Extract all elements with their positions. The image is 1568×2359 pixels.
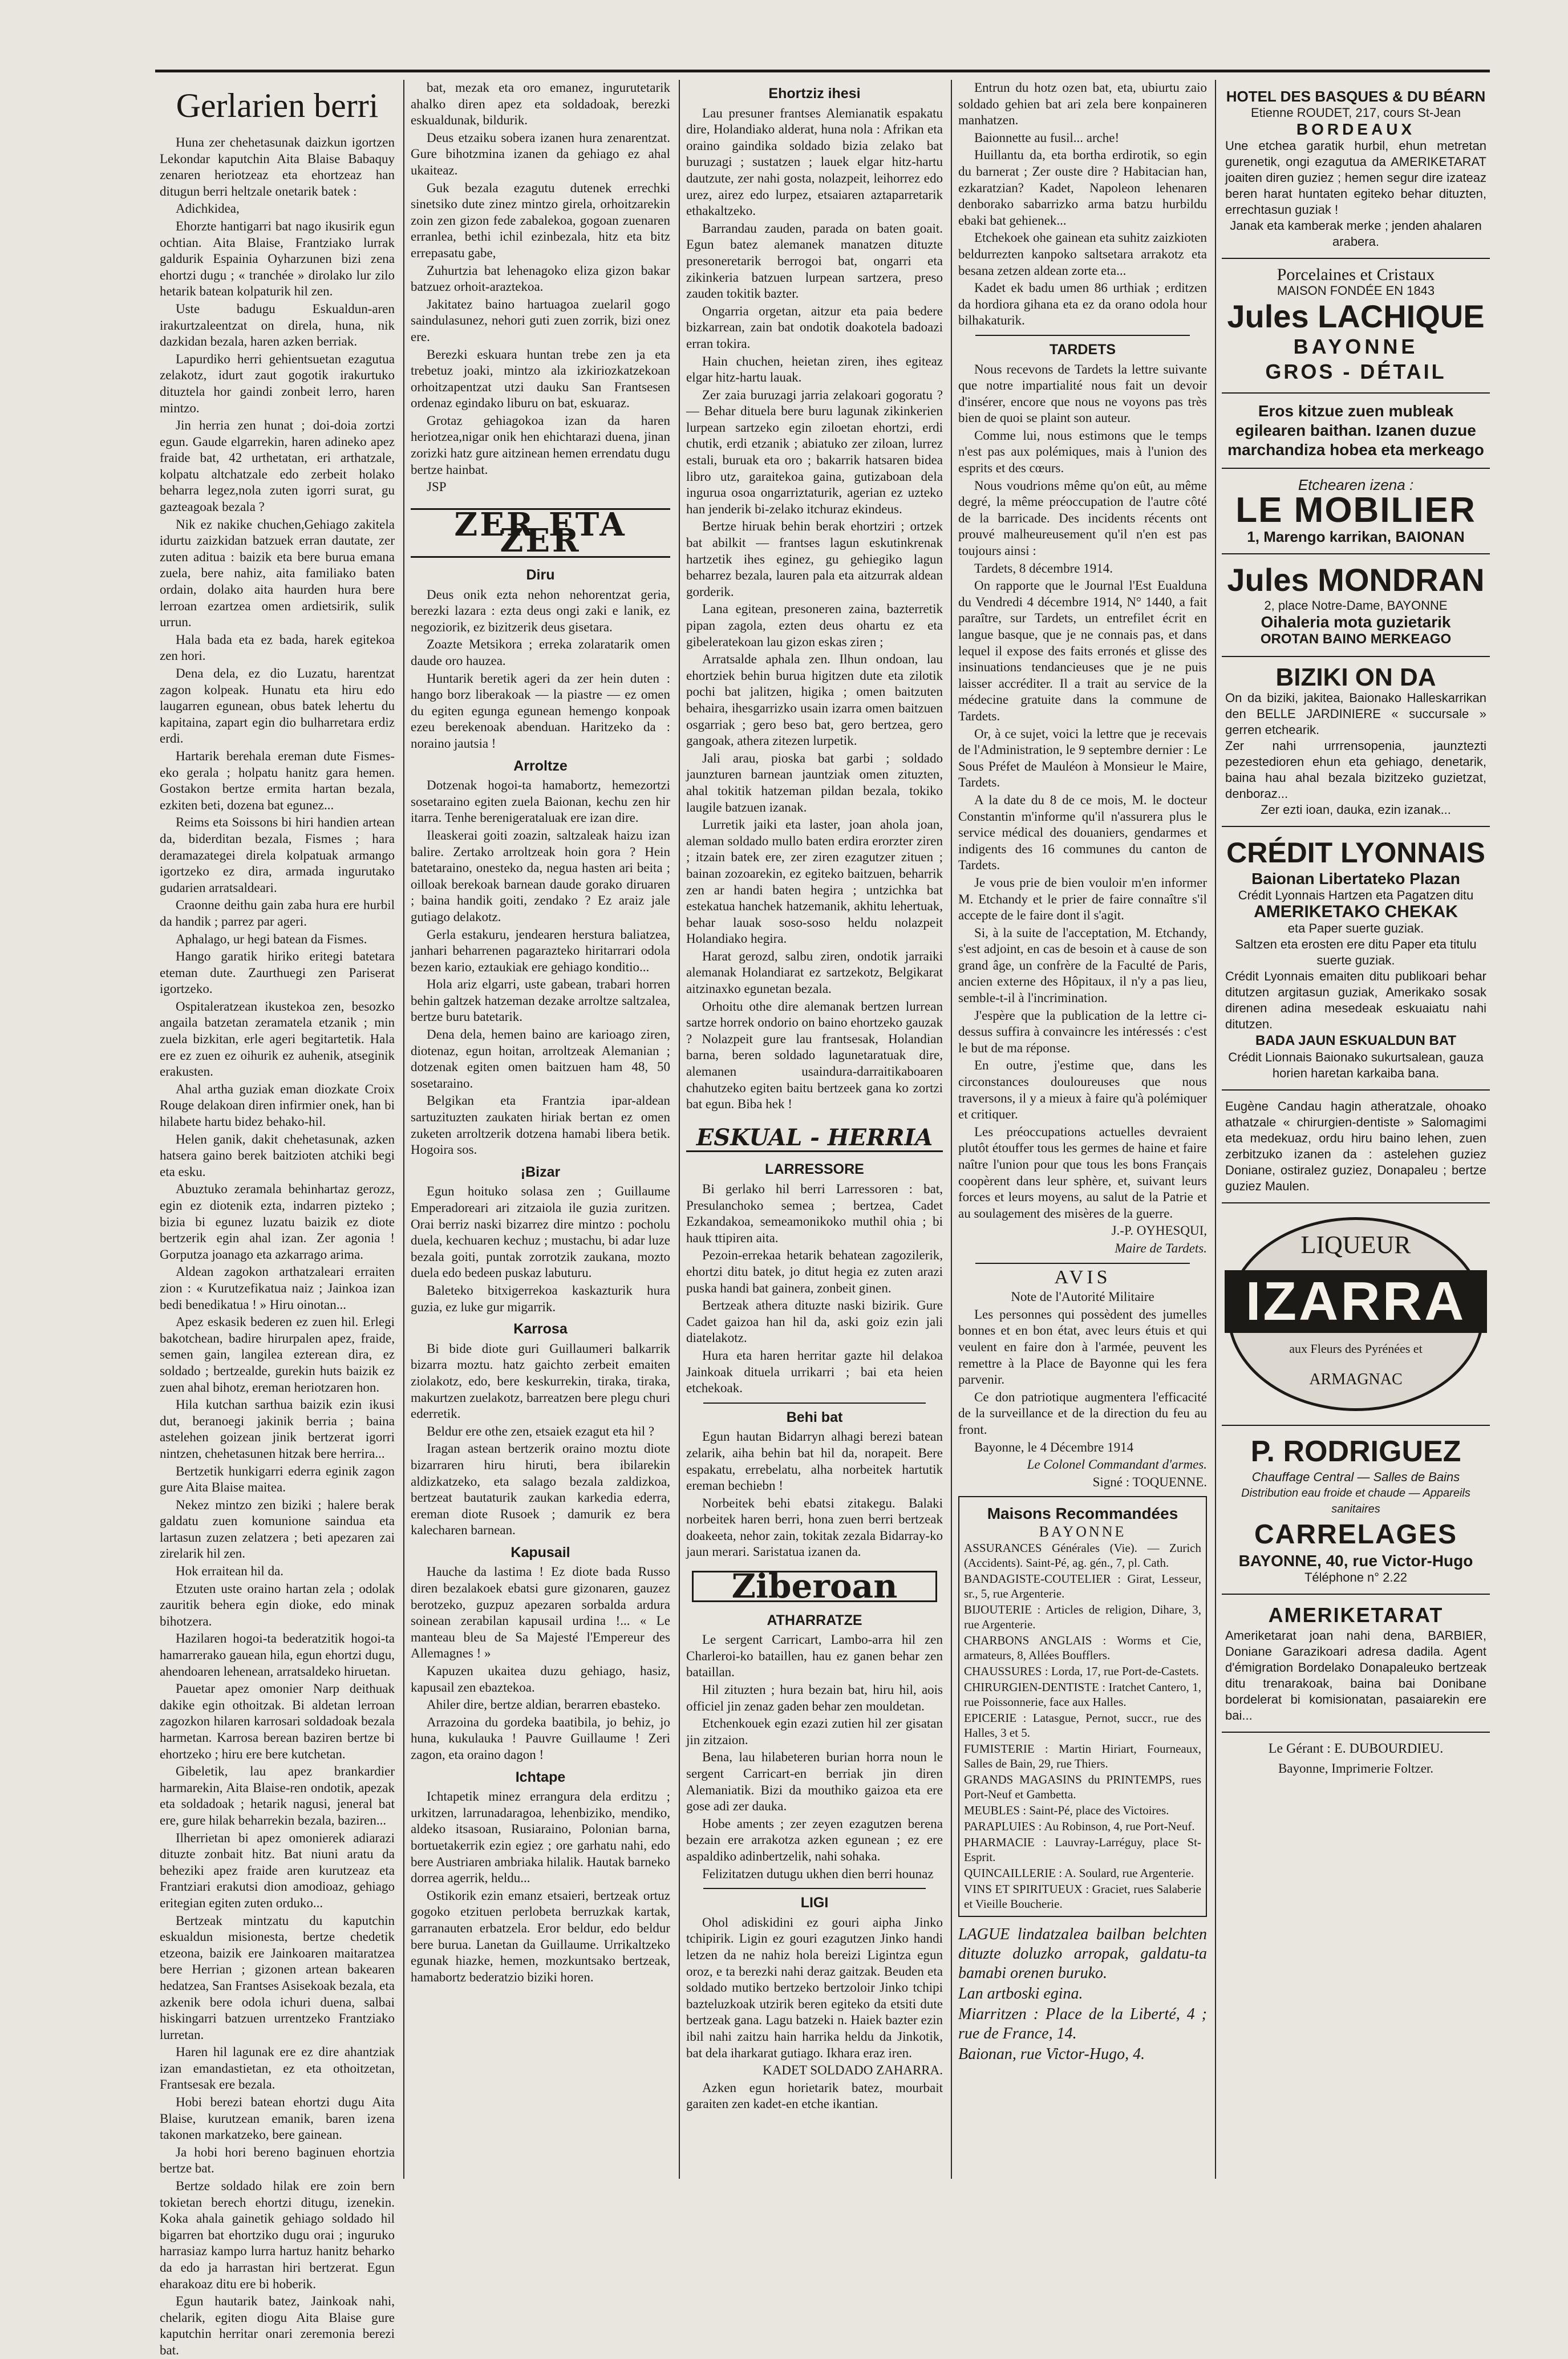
paragraph: Deus etzaiku sobera izanen hura zenarentzat. Gure bihotzmina izanen da gehiago ez ahal ukaiteaz.	[411, 130, 670, 177]
ad-headline: CARRELAGES	[1254, 1519, 1458, 1550]
paragraph: Guk bezala ezagutu dutenek errechki sinetsiko dute zinez mintzo girela, orhoitzarekin zoin zen gizon fede zabalekoa, gogoan zuenaren erranlea, bethi ichil ezinbezala, hitz eta bitz errepasatu gabe,	[411, 180, 670, 260]
paragraph: Norbeitek behi ebatsi zitakegu. Balaki norbeitek haren berri, hona zuen berri bertzeak doakeeta, nehor zain, tokitak zezala Bidarray-ko jaun merari. Saristatua izanen da.	[686, 1495, 943, 1559]
paragraph: FUMISTERIE : Martin Hiriart, Fourneaux, Salles de Bain, 29, rue Thiers.	[964, 1742, 1201, 1771]
paragraph: Baionan, rue Victor-Hugo, 4.	[958, 2045, 1145, 2064]
paragraph: Nik ez nakike chuchen,Gehiago zakitela idurtu zaizkidan batzuek erran dautate, zer zuten aditua : baizik eta bere burua emana zuela, bere nahiz, aita familiako baten ordain, dolako aita haurden hura bere lerroan ezartzea omen ardietsirik, sulik urrun.	[160, 517, 395, 630]
gerant-line: Le Gérant : E. DUBOURDIEU.	[1268, 1741, 1444, 1756]
paragraph: Craonne deithu gain zaba hura ere hurbil da handik ; parrez par ageri.	[160, 898, 395, 929]
paragraph: Or, à ce sujet, voici la lettre que je recevais de l'Administration, le 9 septembre dernier : Le Sous Préfet de Mauléon à Monsieur le Maire, Tardets.	[958, 726, 1207, 790]
ad-city: BAYONNE	[1293, 335, 1419, 358]
paragraph: Iragan astean bertzerik oraino moztu diote bizarraren hiru hiruti, bera ibilarekin aldizkatzeko, eta salago bezala zaldizkoa, bertzeat bautaturik zaukan karkedia ederra, ereman diote Rusoek ; damurik ez bera kalecharen barnean.	[411, 1441, 670, 1538]
ad-text: GROS - DÉTAIL	[1265, 360, 1447, 383]
ad-p-rodriguez	[1222, 1426, 1490, 1595]
column-divider	[403, 80, 404, 2179]
paragraph: Pezoin-errekaa hetarik behatean zagozilerik, ehortzi ditu batek, jo ditut hegia ez zuten arazi puska handi bat gainera, zonbeit ginen.	[686, 1248, 943, 1295]
paragraph: Hura eta haren herritar gazte hil delakoa Jainkoak dituela urrikarri ; bai eta heien etchekoak.	[686, 1348, 943, 1396]
ad-text: Etchearen izena :	[1298, 476, 1414, 493]
paragraph: BIJOUTERIE : Articles de religion, Dihare, 3, rue Argenterie.	[964, 1603, 1201, 1632]
paragraph: Hok erraitean hil da.	[176, 1564, 284, 1579]
paragraph: Miarritzen : Place de la Liberté, 4 ; rue de France, 14.	[958, 2005, 1207, 2043]
logo-text: ARMAGNAC	[1309, 1371, 1403, 1388]
paragraph: Bertzeak mintzatu du kaputchin eskualdun misionesta, bertze chedetik etzeona, baizik ere Jainkoaren maitaratzea bere Herrian ; gizonen artean bakearen hedatzea, San Frantses Asisekoak bezala, eta azkenik bere odola ichuri duena, salbai hiskingarri batzuen urrentzeko Frantziako lurretan.	[160, 1913, 395, 2042]
paragraph: Hango garatik hiriko eritegi batetara eteman dute. Zaurthuegi zen Pariserat igortzeko.	[160, 949, 395, 996]
paragraph: Felizitatzen dutugu ukhen dien berri hounaz	[702, 1866, 934, 1881]
article-body	[686, 106, 943, 1113]
paragraph: Huillantu da, eta bortha erdirotik, so egin du barnerat ; Zer ouste dire ? Habitacian han, ezkaratzian? Kadet, Napoleon lehenaren denborako sabarrizko arma batzu hurbildu ebaki bat gehienek...	[958, 148, 1207, 228]
paragraph: Nous recevons de Tardets la lettre suivante que notre impartialité nous fait un devoir d'insérer, encore que nous ne voyons pas très bien de quoi se plaint son auteur.	[958, 362, 1207, 425]
paragraph: Kapuzen ukaitea duzu gehiago, hasiz, kapusail zen ebaztekoa.	[411, 1664, 670, 1695]
paragraph: Jali arau, pioska bat garbi ; soldado jaunzturen barnean jauntziak omen zituzten, ahal tokitik hatzeman pildan bezala, tokiko laugile batzuen izanak.	[686, 751, 943, 814]
paragraph: MEUBLES : Saint-Pé, place des Victoires.	[964, 1803, 1169, 1818]
paragraph: Orhoitu othe dire alemanak bertzen lurrean sartze horrek ondorio on baino ehortzeko gauzak ? Nolazpeit gure lau frantsesak, Holandian barna, beren soldado lagunetaratuak dire, alemanen usaindura-darraitikaboaren chahutzeko egiten baitu bertzeek gana ko zortzi bat egun. Biba hek !	[686, 999, 943, 1112]
column-divider	[1215, 80, 1216, 2179]
section-heading: TARDETS	[1049, 341, 1116, 358]
avis-body	[958, 1307, 1207, 1456]
ad-text: On da biziki, jakitea, Baionako Halleskarrikan den BELLE JARDINIERE « succursale » gerren etchearik.	[1225, 691, 1486, 737]
divider	[975, 335, 1190, 336]
paragraph: Zoazte Metsikora ; erreka zolaratarik omen daude oro hauzea.	[411, 637, 670, 668]
paragraph: Azken egun horietarik batez, mourbait garaiten zen kadet-en etche ikantian.	[686, 2080, 943, 2111]
ad-text: Crédit Lionnais Baionako sukurtsalean, gauza horien haretan karkaiba bana.	[1228, 1050, 1484, 1080]
section-heading: Diru	[526, 567, 555, 583]
paragraph: Jin herria zen hunat ; doi-doia zortzi egun. Gaude elgarrekin, haren adineko apez fraide bat, 42 urthetatan, eri arthatzale, kolpatu altchatzale edo zerbeit holako beharra legez,nola zuten igorri surat, gu gazteagoak bezala ?	[160, 418, 395, 514]
ad-brand: Jules MONDRAN	[1227, 562, 1485, 598]
article-body	[686, 1915, 943, 2061]
paragraph: PARAPLUIES : Au Robinson, 4, rue Port-Neuf.	[964, 1819, 1195, 1834]
avis-heading: AVIS	[1054, 1266, 1111, 1288]
ad-headline: HOTEL DES BASQUES & DU BÉARN	[1226, 88, 1486, 105]
paragraph: Abuztuko zeramala behinhartaz gerozz, egin ez diotenik ezta, indarren pizteko ; bizia bi egunez luzatu baizik ez diote bertzerik egin ahal izan. Zer agonia ! Gorputza joanago eta azkarrago arima.	[160, 1182, 395, 1262]
paragraph: QUINCAILLERIE : A. Soulard, rue Argenterie.	[964, 1866, 1194, 1880]
section-heading: Ehortziz ihesi	[768, 86, 861, 102]
paragraph: Etchekoek ohe gainean eta suhitz zaizkioten beldurrezten kanpoko saltsetara arrakotz eta besana zetzen aldean zorte eta...	[958, 230, 1207, 278]
ad-hotel-des-basques	[1222, 80, 1490, 259]
paragraph: Beldur ere othe zen, etsaiek ezagut eta hil ?	[427, 1424, 655, 1438]
ad-headline: AMERIKETARAT	[1268, 1603, 1444, 1627]
paragraph: Ichtapetik minez errangura dela erditzu ; urkitzen, larrunadaragoa, lehenbiziko, mendiko, aldeko itsasoan, Rusiaraino, Polonian barna, bortuetakerrik ezin egiez ; ore garhatu nahi, edo bere Austriaren ambriaka hilalik. Hautak barneko dorrea agerrik, heldu...	[411, 1789, 670, 1886]
paragraph: Zuhurtzia bat lehenagoko eliza gizon bakar batzuez orhoit-araztekoa.	[411, 263, 670, 294]
paragraph: Gerla estakuru, jendearen herstura baliatzea, janhari beharrenen pagarazteko hiritarrari odola bezen kario, eztaukiak ere gehiago konditio...	[411, 927, 670, 974]
paragraph: Uste badugu Eskualdun-aren irakurtzaleentzat on direla, huna, nik dazkidan bezala, haren azken berriak.	[160, 301, 395, 349]
paragraph: Ospitaleratzean ikustekoa zen, besozko angaila batzetan zeramatela etzanik ; min zuela bizkitan, erle ageri begitartetik. Hala ere ez zuen ez oihurik ez auhenik, atseginik erakusten.	[160, 999, 395, 1079]
ad-text: Chauffage Central — Salles de Bains	[1251, 1470, 1460, 1484]
paragraph: ASSURANCES Générales (Vie). — Zurich (Accidents). Saint-Pé, ag. gén., 7, pl. Cath.	[964, 1541, 1201, 1570]
paragraph: Etzuten uste oraino hartan zela ; odolak zauritik behera egin dioke, edo minak bihotzera.	[160, 1581, 395, 1628]
paragraph: Ja hobi hori bereno baginuen ehortzia bertze bat.	[160, 2145, 395, 2176]
paragraph: Hauche da lastima ! Ez diote bada Russo diren bezalakoek ebatsi gure gizonaren, gauzez berotzeko, guzpuz apezaren sorbalda ardura soinean zerabilan kapusail urdina !... « Le manteau bleu de Sa Majesté l'Empereur des Allemagnes ! »	[411, 1564, 670, 1661]
signature: KADET SOLDADO ZAHARRA.	[763, 2063, 943, 2078]
paragraph: Deus onik ezta nehon nehorentzat geria, berezki lazara : ezta deus ongi zaki e lanik, ez negoziorik, ez bizitzerik deus gisetara.	[411, 587, 670, 634]
ad-brand: P. RODRIGUEZ	[1250, 1435, 1461, 1468]
ad-text: BADA JAUN ESKUALDUN BAT	[1255, 1033, 1456, 1048]
section-heading: Maisons Recommandées	[987, 1505, 1178, 1523]
paragraph: Apez eskasik bederen ez zuen hil. Erlegi bakotchean, badire hirurpalen apez, fraide, semen gain, langilea ezterean dira, ez soldado ; bertzealde, gurekin huts baizik ez zuen ahal bihotz, ereman heriotzaren hon.	[160, 1315, 395, 1395]
paragraph: Huna zer chehetasunak daizkun igortzen Lekondar kaputchin Aita Blaise Babaquy zenaren heriotzeaz eta ehortzeaz han ditugun berri heltzale onetarik batek :	[160, 135, 395, 198]
signature: J.-P. OYHESQUI,	[1111, 1223, 1207, 1238]
paragraph: Ostikorik ezin emanz etsaieri, bertzeak ortuz gogoko etzituen perlobeta berruzkak kartak, garranauten erbatzela. Eror beldur, edo beldur bere burua. Lanetan da Guillaume. Urrikaltzeko egunak hiazke, hemen, mozkuntsako bertzeak, hamabortz bederatzio biziki horen.	[411, 1888, 670, 1984]
ad-text: Saltzen eta erosten ere ditu Paper eta titulu suerte guziak.	[1235, 937, 1477, 967]
column-divider	[951, 80, 952, 2179]
paragraph: Haren hil lagunak ere ez dire ahantziak izan emandastietan, ez eta othoitzetan, Frantsesak ere bezala.	[160, 2045, 395, 2092]
section-banner-zer-eta-zer: ZER ETA ZER	[411, 508, 670, 558]
paragraph: Les préoccupations actuelles devraient plutôt étouffer tous les germes de haine et faire naître l'union pour que tous les bons Français coopèrent dans leur sphère, et, suivant leurs forces et leurs moyens, au salut de la Patrie et au soulagement des misères de la guerre.	[958, 1124, 1207, 1221]
paragraph: Ongarria orgetan, aitzur eta paia bedere bizkarrean, zain bat ondotik doakotela badoazi erran tokira.	[686, 303, 943, 351]
paragraph: Zer zaia buruzagi jarria zelakoari gogoratu ? — Behar dituela bere buru lagunak zikinkerien lurpean sartzeko egin ziloetan ehortzi, erdi chutik, erdi etzanik ; abiatuko zer ziloan, lurrez estali, buruak eta oro ; bakarrik hatsaren bidea libro utz, garaitekoa gaina, gutizaboan dela ingurua osoa ongarriztaturik, agerian ez uzteko han jenderik bi-zelako itchuraz ekindeus.	[686, 387, 943, 516]
signature-title: Le Colonel Commandant d'armes.	[1027, 1457, 1207, 1472]
paragraph: Hobe aments ; zer zeyen ezagutzen berena bezain ere arrakotza azken egunean ; ez ere aspaldiko adinbertzelik, nahi sohaka.	[686, 1816, 943, 1863]
section-heading: ¡Bizar	[520, 1164, 561, 1180]
logo-text: aux Fleurs des Pyrénées et	[1289, 1341, 1423, 1356]
paragraph: Bi bide diote guri Guillaumeri balkarrik bizarra moztu. hatz gaichto zerbeit emaiten ziolakotz, edo, bere keskurrekin, tiraka, tiraka, makurtzen zuelakotz, barreatzen bere plegu churi ederretik.	[411, 1341, 670, 1421]
signature: Signé : TOQUENNE.	[1092, 1474, 1207, 1489]
article-continued	[958, 80, 1207, 329]
paragraph: Hartarik berehala ereman dute Fismes-eko gerala ; holpatu hanitz gara hemen. Gostakon bertze ermita hartan bezala, ezkiten beti, dozena bat egunez...	[160, 748, 395, 812]
business-listing	[964, 1541, 1201, 1911]
paragraph: Jakitatez baino hartuagoa zuelaril gogo saindulasunez, nehori guti zuen zorrik, bizi onez ere.	[411, 297, 670, 344]
ad-biziki-on-da	[1222, 657, 1490, 827]
paragraph: CHAUSSURES : Lorda, 17, rue Port-de-Castets.	[964, 1664, 1199, 1679]
news-sections	[411, 567, 670, 1985]
paragraph: Ce don patriotique augmentera l'efficacité de la surveillance et de la direction du feu au front.	[958, 1389, 1207, 1437]
ad-brand: Jules LACHIQUE	[1227, 298, 1485, 334]
ad-brand: LE MOBILIER	[1235, 491, 1476, 530]
column-5-advertisements	[1222, 80, 1490, 2219]
ad-address: Baionan Libertateko Plazan	[1251, 870, 1460, 887]
paragraph: Entrun du hotz ozen bat, eta, ubiurtu zaio soldado gehien bat ari zela bere konpaineren manhatzen.	[958, 80, 1207, 128]
paragraph: Hola ariz elgarri, uste gabean, trabari horren behin galtzek hatzeman dezake arroltze saltzalea, bertze buru batetarik.	[411, 977, 670, 1024]
signature-title: Maire de Tardets.	[1115, 1241, 1207, 1255]
paragraph: Le sergent Carricart, Lambo-arra hil zen Charleroi-ko bataillen, hau ez ganen behar zen bataillan.	[686, 1632, 943, 1680]
paragraph: Tardets, 8 décembre 1914.	[974, 561, 1113, 575]
paragraph: BANDAGISTE-COUTELIER : Girat, Lesseur, sr., 5, rue Argenterie.	[964, 1572, 1201, 1601]
paragraph: Nekez mintzo zen biziki ; halere berak galdatu zuen komunione saindua eta lartasun zuzen zelatzera ; beti apezaren zai zirelarik hil zen.	[160, 1497, 395, 1561]
paragraph: EPICERIE : Latasgue, Pernot, succr., rue des Halles, 3 et 5.	[964, 1711, 1201, 1740]
paragraph: Harat gerozd, salbu ziren, ondotik jarraiki alemanak Holandiarat ez sartzekotz, Belgikarat aitzinaxko egunetan bezala.	[686, 949, 943, 996]
paragraph: Lapurdiko herri gehientsuetan ezagutua zelakotz, idurt zaut gogotik irakurtuko dituztela hor gaindi zonbeit lerro, haren mintzo.	[160, 351, 395, 415]
paragraph: Les personnes qui possèdent des jumelles bonnes et en bon état, avec leurs étuis et qui veulent en faire don à l'armée, peuvent les remettre à la Place de Bayonne qui les fera parvenir.	[958, 1307, 1207, 1387]
ad-jules-mondran	[1222, 554, 1490, 657]
divider	[703, 1888, 926, 1889]
paragraph: Aldean zagokon arthatzaleari erraiten zion : « Kurutzefikatua naiz ; Jainkoa izan bedi benedikatua ! » Hiru oinotan...	[160, 1264, 395, 1312]
letter-body	[958, 362, 1207, 1222]
paragraph: Adichkidea,	[176, 201, 240, 216]
paragraph: Ileaskerai goiti zoazin, saltzaleak haizu izan balire. Zertako arroltzeak hoin gora ? Hein batetaraino, onesteko da, negua hasten ari beita ; oilloak berekoak barnean daude gorako diruaren ; baina handik goiti, zendako ? Ez araiz jale gutiago delakotz.	[411, 828, 670, 924]
paragraph: JSP	[427, 480, 447, 495]
article-body	[686, 2080, 943, 2113]
paragraph: CHARBONS ANGLAIS : Worms et Cie, armateurs, 8, Allées Boufflers.	[964, 1634, 1201, 1663]
ad-le-mobilier	[1222, 469, 1490, 554]
section-heading: Arroltze	[513, 757, 568, 774]
paragraph: Berezki eskuara huntan trebe zen ja eta trebetuz joaki, mintzo ala izkiriozkatzekoan orhoitzapentzat utzi dauku San Frantsesen ordenaz egindako liburu on bat, eskuaraz.	[411, 347, 670, 411]
paragraph: CHIRURGIEN-DENTISTE : Iratchet Cantero, 1, rue Poissonnerie, face aux Halles.	[964, 1680, 1201, 1709]
paragraph: Bertze soldado hilak ere zoin bern tokietan berech ehortzi ditugu, izenekin. Koka ahala gainetik gehiago soldado hil bigarren bat ehortziko dugu orai ; inguruko harrasiaz kampo lurra hartuz hanitz beharko da edo ja harrastan hiri bertzerat. Egun eharakoaz ditu ere bi hoberik.	[160, 2179, 395, 2291]
paragraph: Egun hautarik batez, Jainkoak nahi, chelarik, egiten diogu Aita Blaise gure kaputchin herritar onari zeremonia berezi bat.	[160, 2294, 395, 2357]
ad-headline: Porcelaines et Cristaux	[1277, 265, 1435, 284]
paragraph: Bertzeak athera dituzte naski bizirik. Gure Cadet gaizoa han hil da, aski goiz ezin jali diatelakotz.	[686, 1298, 943, 1345]
ad-address: BAYONNE, 40, rue Victor-Hugo	[1238, 1552, 1473, 1570]
page-top-rule	[155, 70, 1490, 72]
section-heading: Ichtape	[515, 1769, 566, 1785]
paragraph: Dena dela, ez dio Luzatu, harentzat zagon kolpeak. Hunatu eta hiru edo laugarren egunean, obus batek lehertu du kapitaina, zapart egin dio bulharretara erdiz erdi.	[160, 666, 395, 746]
ad-text: Zer nahi urrrensopenia, jaunztezti pezestedioren ehun eta gehiago, denetarik, baina hau ahal bezala bizitzeko guzietzat, denboraz...	[1225, 739, 1486, 801]
paragraph: Bertze hiruak behin berak ehortziri ; ortzek bat abilkit — frantses lagun eskutinkrenak hartzetik ihes eginez, gu gehiegiko lagun beharrez bezala, lauren pala eta aitzurrak aldean gorderik.	[686, 519, 943, 599]
paragraph: J'espère que la publication de la lettre ci-dessus suffira à convaincre les intéressés : c'est le but de ma réponse.	[958, 1008, 1207, 1055]
paragraph: Belgikan eta Frantzia ipar-aldean sartuzituzten zaukaten hiriak bertan ez omen zuketen arroltzerik dotzena hamabi libera betik. Hogoira sos.	[411, 1093, 670, 1157]
ad-text: Janak eta kamberak merke ; jenden ahalaren arabera.	[1230, 218, 1482, 249]
ad-address: Etienne ROUDET, 217, cours St-Jean	[1250, 106, 1461, 120]
paragraph: Hala bada eta ez bada, harek egitekoa zen hori.	[160, 632, 395, 663]
city-label: BAYONNE	[1039, 1523, 1127, 1541]
paragraph: Baleteko bitxigerrekoa kaskazturik hura guzia, ez luke gur migarrik.	[411, 1283, 670, 1314]
paragraph: Ahal artha guziak eman diozkate Croix Rouge delakoan diren infirmier onek, han bi hilabete hartu bidez behako-hil.	[160, 1081, 395, 1129]
printer-line: Bayonne, Imprimerie Foltzer.	[1278, 1761, 1434, 1776]
paragraph: Lana egitean, presoneren zaina, bazterretik pipan zagola, ezten deus ohartu ez eta gibeleratekoan lau gizon eskas ziren ;	[686, 602, 943, 649]
ad-text: Crédit Lyonnais emaiten ditu publikoari behar ditutzen argitasun guziak, Amerikako sosak direnen adina mesedeak eskuaiatu nahi ditutzen.	[1225, 969, 1486, 1031]
ad-phone: Téléphone n° 2.22	[1304, 1570, 1408, 1584]
paragraph: Helen ganik, dakit chehetasunak, azken hatsera gaino berek baitzioten atchiki begi eta esku.	[160, 1132, 395, 1179]
section-banner-eskual-herria: ESKUAL - HERRIA	[686, 1125, 943, 1153]
paragraph: Nous voudrions même qu'on eût, au même degré, la même préoccupation de l'autre côté de la barricade. Des incidents récents ont prouvé malheureusement qu'il n'en est pas toujours ainsi :	[958, 478, 1207, 558]
ad-headline: BIZIKI ON DA	[1275, 663, 1436, 691]
paragraph: Ahiler dire, bertze aldian, berarren ebasteko.	[427, 1697, 661, 1712]
paragraph: Reims eta Soissons bi hiri handien artean da, biderditan bezala, Fismes ; hara deramazategei direla kolpatuak armango igortzeko ez dira, armada ingurutako gudarien arratsaldeari.	[160, 815, 395, 895]
ad-address: 2, place Notre-Dame, BAYONNE	[1264, 598, 1448, 613]
paragraph: En outre, j'estime que, dans les circonstances douloureuses que nous traversons, il y a mieux à faire qu'à polémiquer et critiquer.	[958, 1058, 1207, 1122]
paragraph: Egun hoituko solasa zen ; Guillaume Emperadoreari ari zitzaiola ile guzia zuritzen. Orai berriz naski bizarrez dire mintzo : pocholu duela, kechuaren kechuz ; mustachu, bi adar luze bezala goiti, puntak zorrotzik zaukana, mozto duela edo bedeen puskaz labuturu.	[411, 1184, 670, 1280]
paragraph: Ehorzte hantigarri bat nago ikusirik egun ochtian. Aita Blaise, Frantziako lurrak galdurik Espainia Oyharzunen bizi zena ehortzi dugu ; « tranchée » dirolako lur zilo hetarik batean kolpaturik hil zen.	[160, 218, 395, 299]
ad-text: OROTAN BAINO MERKEAGO	[1260, 631, 1452, 647]
section-heading: Kapusail	[510, 1544, 570, 1560]
paragraph: Bi gerlako hil berri Larressoren : bat, Presulanchoko semea ; bertzea, Cadet Ezkandakoa, semeamonikoko muthil ohia ; bi hauk ttipiren aita.	[686, 1182, 943, 1245]
ad-text: Distribution eau froide et chaude — Appareils sanitaires	[1241, 1487, 1470, 1515]
ad-mubleak	[1222, 394, 1490, 469]
article-body	[686, 1181, 943, 1397]
section-banner-ziberoan: Ziberoan	[692, 1571, 937, 1602]
paragraph: Lurretik jaiki eta laster, joan ahola joan, aleman soldado mullo baten erdira erorzter ziren ; itzain batek ere, zer ziren ezagutzer zituen ; bainan zozoarekin, ez egiteko baitzuen, beharrik zen ar handi baten hegira ; untzichka bat estekatua hanchek hatzemanik, akhitu lehertuak, behar lauak soso-soso heldu nolazpeit Holandiako hegira.	[686, 817, 943, 946]
lague-advert	[958, 1925, 1207, 2064]
ad-jules-lachique	[1222, 259, 1490, 394]
paragraph: Baionnette au fusil... arche!	[974, 130, 1120, 145]
ad-ameriketarat	[1222, 1595, 1490, 1733]
paragraph: Arratsalde aphala zen. Ilhun ondoan, lau ehortziek behin burua higitzen dute eta zilotik pochi bat jalitzen, higika ; omen baitzuten behaira, ihesgarrizko usain izarra omen baitzuen osgarriak ; gero beso bat, gero bertzea, gero gangoak, athera zitezen lurpetik.	[686, 652, 943, 748]
section-heading: LARRESSORE	[765, 1161, 864, 1178]
paragraph: Hobi berezi batean ehortzi dugu Aita Blaise, kurutzean emanik, baren izena takonen markatzeko, bere gainean.	[160, 2095, 395, 2142]
article-body	[686, 1429, 943, 1560]
paragraph: Arrazoina du gordeka baatibila, jo behiz, jo huna, kukulauka ! Pauvre Guillaume ! Zeri zagon, eta oraino dagon !	[411, 1714, 670, 1762]
paragraph: Bertzetik hunkigarri ederra eginik zagon gure Aita Blaise maitea.	[160, 1464, 395, 1495]
section-heading: Karrosa	[513, 1321, 568, 1337]
maisons-recommandees-box	[958, 1496, 1207, 1917]
avis-subheading: Note de l'Autorité Militaire	[1011, 1290, 1154, 1304]
divider	[975, 1263, 1190, 1264]
paragraph: Dena dela, hemen baino are karioago ziren, diotenaz, egun hoitan, arroltzeak Alemanian ; dotzenak egiten omen baitzuen ham 48, 50 sosetaraino.	[411, 1027, 670, 1091]
paragraph: Ohol adiskidini ez gouri aipha Jinko tchipirik. Ligin ez gouri ezagutzen Jinko handi letzen da ne nahiz hola bereizi Ligintza egun oroz, e ta berezki nahi deraz gaitzak. Beuden eta soldado mutiko bertzeko bertzoloir Jinko tchipi bazteluzkoak utzirik beren egiteko da etsiti dute bertzeak gana. Lagu batzeki n. Haiek bazter ezin ibil nahi zaitzu hain harrika heldu da Jinkotik, bat dela iharkarat gutiago. Ikhara eraz iren.	[686, 1915, 943, 2060]
ad-credit-lyonnais	[1222, 827, 1490, 1091]
paragraph: Pauetar apez omonier Narp deithuak dakike egin othoitzak. Bi aldetan lerroan zagozkon hilaren karrosari soldadoak bezala harmetan. Karrosa berean baziren bertze bi ehortzeko ; hiru ere bere kutchetan.	[160, 1681, 395, 1761]
paragraph: Ilherrietan bi apez omonierek adiarazi dituzte zonbait hitz. Bat niuni aratu da beheziki apez fraide aren kurutzeaz eta Frantziari erakutsi dion amodioaz, gehiago eritegian egiten zuten orduko...	[160, 1830, 395, 1910]
paragraph: Comme lui, nous estimons que le temps n'est pas aux polémiques, mais à l'union des esprits et des cœurs.	[958, 428, 1207, 476]
article-body	[160, 135, 395, 2359]
column-4	[958, 80, 1207, 2219]
paragraph: Je vous prie de bien vouloir m'en informer M. Etchandy et le prier de faire connaître s'il accepte de le faire dont il s'agit.	[958, 875, 1207, 923]
ad-text: Une etchea garatik hurbil, ehun metretan gurenetik, ongi ezagutua da AMERIKETARAT joaiten diren guziez ; hemen segur dire izateaz beren harat huntaten egiteko behar dituzten, errechtasun guziak !	[1225, 139, 1486, 217]
paragraph: bat, mezak eta oro emanez, ingurutetarik ahalko diren apez eta soldadoak, berezki eskualdunak, bildurik.	[411, 80, 670, 128]
paragraph: Si, à la suite de l'acceptation, M. Etchandy, s'est adjoint, en cas de besoin et à cause de son grand âge, un confrère de la Faculté de Paris, ancien externe des Hôpitaux, il n'y a pas lieu, semble-t-il à l'incrimination.	[958, 925, 1207, 1006]
ad-liqueur-izarra	[1222, 1203, 1490, 1426]
ad-text: Ameriketarat joan nahi dena, BARBIER, Doniane Garazikoari adresa dadila. Agent d'émigration Bordelako Donapaleuko bertzeak ditu trenarakoak, baina bai Donibane bordelerat bi komisionatan, pasaiarekin ere bai...	[1225, 1628, 1486, 1722]
paragraph: Kadet ek badu umen 86 urthiak ; erditzen da hordiora gihana eta ez da orano odola hour bilhakaturik.	[958, 281, 1207, 328]
section-heading: Behi bat	[786, 1409, 843, 1425]
paragraph: Dotzenak hogoi-ta hamabortz, hemezortzi sosetaraino egiten zuela Baionan, kechu zen hir itarra. Tenhe berenigerataluak ere izan dire.	[411, 778, 670, 825]
paragraph: On rapporte que le Journal l'Est Eualduna du Vendredi 4 décembre 1914, N° 1440, a fait paraître, sur Tardets, un entrefilet écrit en langue basque, que je ne connais pas, et dans lequel il expose des faits erronés et glisse des insinuations tendancieuses que je ne puis laisser accréditer. Il a trait au service de la médecine gratuite dans la commune de Tardets.	[958, 578, 1207, 723]
ad-brand: CRÉDIT LYONNAIS	[1226, 837, 1485, 869]
ad-text: MAISON FONDÉE EN 1843	[1277, 283, 1435, 298]
article-continued	[411, 80, 670, 496]
ad-text: Zer ezti ioan, dauka, ezin izanak...	[1261, 802, 1451, 817]
ad-text: Eros kitzue zuen mubleak egilearen baithan. Izanen duzue marchandiza hobea eta merkeago	[1227, 402, 1484, 459]
paragraph: LAGUE lindatzalea bailban belchten dituzte doluzko arropak, galdatu-ta bamabi orenen buruko.	[958, 1926, 1207, 1983]
paragraph: Bayonne, le 4 Décembre 1914	[974, 1440, 1134, 1454]
paragraph: Bena, lau hilabeteren burian horra noun le sergent Carricart-en berriak jin diren Alemaniatik. Bizi da mouthiko gaizoa eta ere gose adi zer dauka.	[686, 1750, 943, 1814]
paragraph: Hil zituzten ; hura bezain bat, hiru hil, aois officiel jin zenaz gaden behar zen mouldetan.	[686, 1683, 943, 1713]
divider	[703, 1403, 926, 1404]
paragraph: Aphalago, ur hegi batean da Fismes.	[176, 931, 367, 946]
article-title: Gerlarien berri	[176, 87, 379, 124]
ad-text: Eugène Candau hagin atheratzale, ohoako athatzale « chirurgien-dentiste » Salomagimi eta medekuaz, ordu hiru baino lehen, zuen zerbitzuko izanen da : astelehen guziez Doniane, ostiralez guziez, Donapaleu ; bertze guziez Maulen.	[1225, 1099, 1486, 1193]
paragraph: Egun hautan Bidarryn alhagi berezi batean zelarik, aiha behin bat hil da, norapeit. Bere espakatu, errebelatu, alha norbeitek hartutik ereman bechiebn !	[686, 1429, 943, 1493]
ad-address: 1, Marengo karrikan, BAIONAN	[1247, 528, 1465, 545]
paragraph: Gibeletik, lau apez brankardier harmarekin, Aita Blaise-ren ondotik, apezak eta soldadoak ; hetarik nagusi, jeneral bat ere, gure hilak beharrekin bezala, baziren...	[160, 1764, 395, 1827]
section-heading: ATHARRATZE	[767, 1612, 862, 1628]
ad-text: eta Paper suerte guziak.	[1287, 921, 1424, 935]
section-heading: LIGI	[800, 1895, 829, 1911]
paragraph: A la date du 8 de ce mois, M. le docteur Constantin m'informe qu'il n'assurera plus le service médical des douaniers, gendarmes et indigents des 16 communes du canton de Tardets.	[958, 792, 1207, 873]
ad-text: AMERIKETAKO CHEKAK	[1254, 902, 1458, 921]
paragraph: Lau presuner frantses Alemianatik espakatu dire, Holandiako alderat, huna nola : Afrikan eta oraino gaindika soldado bizia zelako bat buruzagi ; sustatzen ; lauek elgar hitz-hartu dautzute, zer nahi gosta, nolazpeit, leihorrez edo urez, airez edo lurpez, etsaiaren aztaparretarik ethakaltzeko.	[686, 106, 943, 218]
ad-eugene-candau	[1222, 1091, 1490, 1203]
logo-text: LIQUEUR	[1300, 1231, 1411, 1259]
paragraph: Huntarik beretik ageri da zer hein duten : hango borz liberakoak — la piastre — ez omen du egiten egunga egunean hemengo konpoak ezeu berekenoak abenduan. Haritzeko da : noraino jautsia !	[411, 671, 670, 751]
paragraph: GRANDS MAGASINS du PRINTEMPS, rues Port-Neuf et Gambetta.	[964, 1773, 1201, 1802]
paragraph: Grotaz gehiagokoa izan da haren heriotzea,nigar onik hen ehichtarazi duena, jinan zorizki hatz gure aitzinean hemen errendatu dugu bertze hainbat.	[411, 413, 670, 477]
paragraph: Hazilaren hogoi-ta bederatzitik hogoi-ta hamarrerako gauean hila, egun ehortzi dugu, ahendoaren lehenean, arratsaldeko hiruetan.	[160, 1631, 395, 1679]
column-1	[160, 80, 395, 2357]
ad-text: Crédit Lyonnais Hartzen eta Pagatzen ditu	[1238, 888, 1474, 902]
article-body	[686, 1632, 943, 1882]
column-2	[411, 80, 670, 2219]
ad-city: BORDEAUX	[1296, 120, 1416, 138]
logo-brand: IZARRA	[1225, 1270, 1487, 1333]
paragraph: Hila kutchan sarthua baizik ezin ikusi dut, beranoegi jakinik berria ; baina astelehen goizean jinik bertzerat igorri nintzen, chehetasunen hitzak bere herrira...	[160, 1397, 395, 1461]
paragraph: Lan artboski egina.	[958, 1985, 1083, 2003]
ad-text: Oihaleria mota guzietarik	[1261, 613, 1451, 631]
paragraph: PHARMACIE : Lauvray-Larréguy, place St-Esprit.	[964, 1835, 1201, 1864]
paragraph: Barrandau zauden, parada on baten goait. Egun batez alemanek manatzen dituzte presoneretarik berrogoi bat, ongarri eta zikinkeria batzuen lurpean sartzera, preso zauden tokitik bazter.	[686, 221, 943, 301]
column-divider	[679, 80, 680, 2179]
paragraph: Etchenkouek egin ezazi zutien hil zer gisatan jin zitzaion.	[686, 1716, 943, 1747]
paragraph: VINS ET SPIRITUEUX : Graciet, rues Salaberie et Vieille Boucherie.	[964, 1882, 1201, 1911]
izarra-logo	[1227, 1217, 1484, 1411]
paragraph: Hain chuchen, heietan ziren, ihes egiteaz elgar hitz-hartu lauak.	[686, 354, 943, 385]
column-3	[686, 80, 943, 2219]
